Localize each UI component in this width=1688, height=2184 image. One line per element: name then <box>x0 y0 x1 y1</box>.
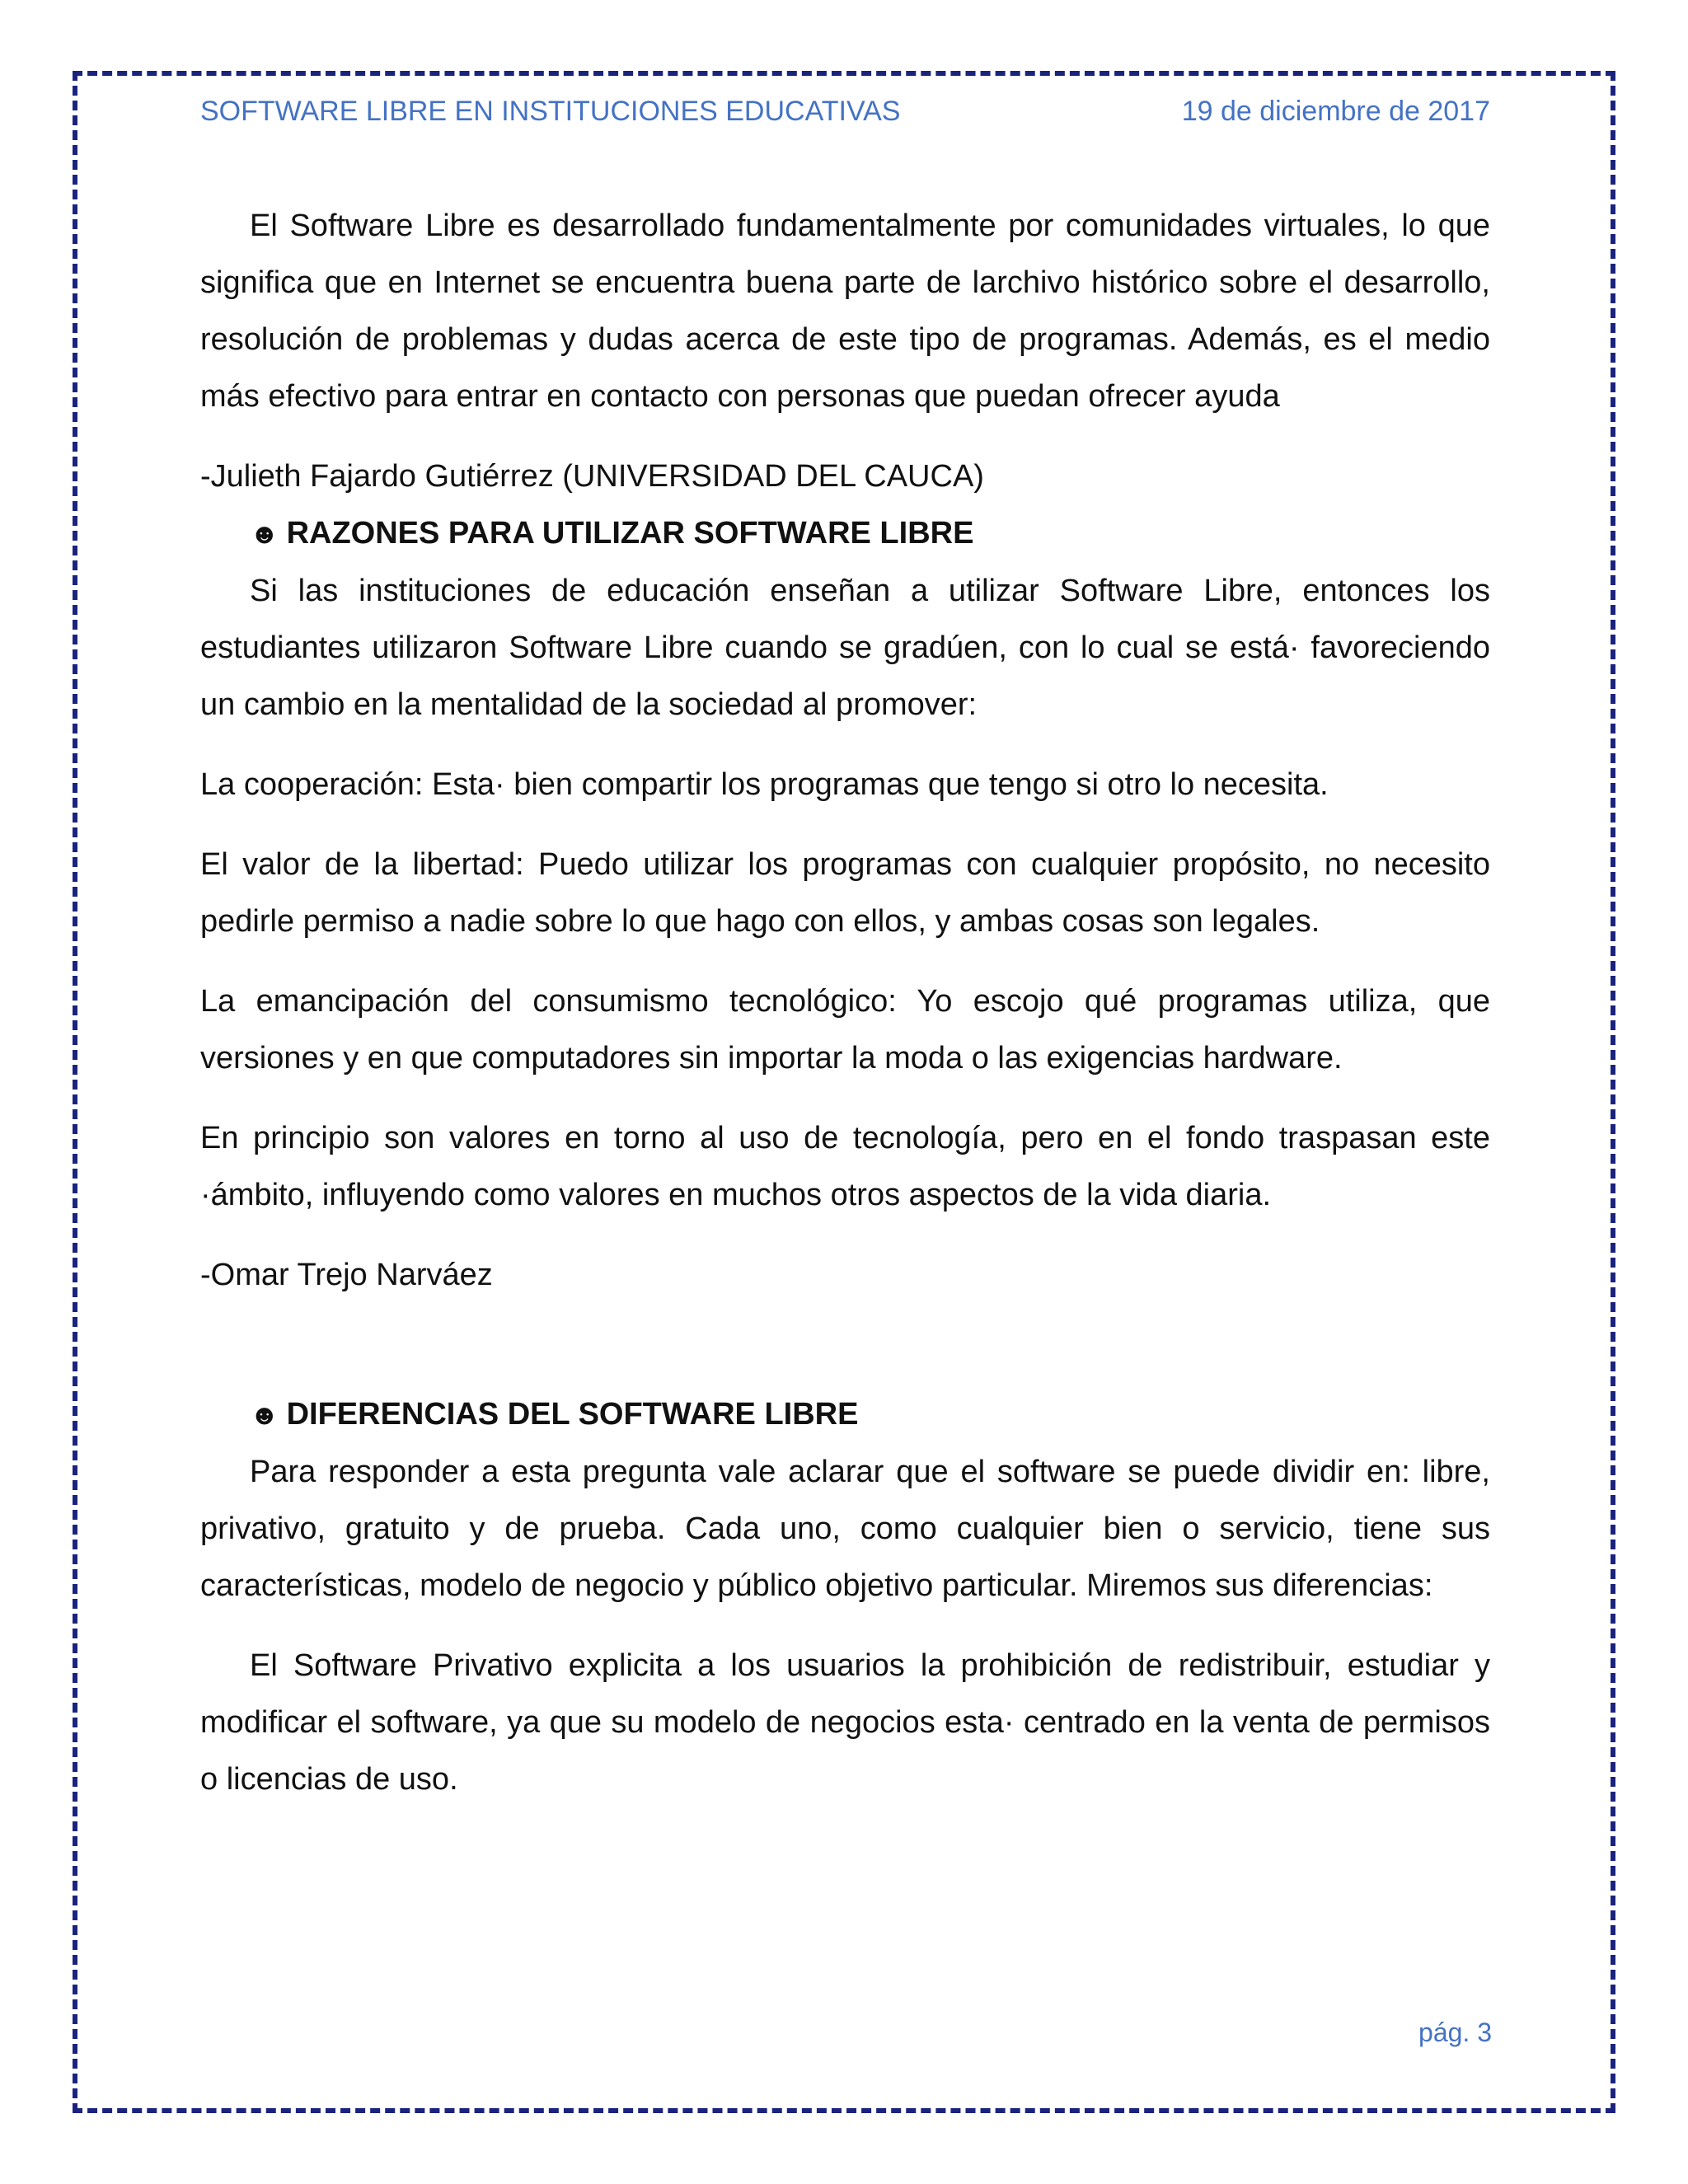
smiley-bullet-icon: ☻ <box>250 1399 279 1431</box>
author-credit: -Omar Trejo Narváez <box>200 1258 493 1292</box>
header-date: 19 de diciembre de 2017 <box>1181 96 1490 127</box>
smiley-bullet-icon: ☻ <box>250 518 279 550</box>
paragraph: La cooperación: Esta· bien compartir los programas que tengo si otro lo necesita. <box>200 767 1329 802</box>
author-credit: -Julieth Fajardo Gutiérrez (UNIVERSIDAD DEL CAUCA) <box>200 459 984 494</box>
paragraph: El valor de la libertad: Puedo utilizar los programas con cualquier propósito, no necesito pedirle permiso a nadie sobre lo que hago con ellos, y ambas cosas son legales. <box>200 847 1490 939</box>
paragraph: Para responder a esta pregunta vale aclarar que el software se puede dividir en: libre, privativo, gratuito y de prueba. Cada uno, como cualquier bien o servicio, tiene sus características, modelo de negocio y público objetivo particular. Miremos sus diferencias: <box>200 1455 1490 1603</box>
section-heading <box>200 1386 1490 1444</box>
document-body <box>200 198 1490 1808</box>
page-number: pág. 3 <box>1418 2018 1492 2047</box>
spacer <box>200 1304 1490 1386</box>
paragraph: El Software Privativo explicita a los usuarios la prohibición de redistribuir, estudiar y modificar el software, ya que su modelo de negocios esta· centrado en la venta de permisos o licencias de uso. <box>200 1648 1490 1797</box>
section-heading-text: RAZONES PARA UTILIZAR SOFTWARE LIBRE <box>286 516 974 551</box>
section-heading <box>200 505 1490 563</box>
paragraph: En principio son valores en torno al uso de tecnología, pero en el fondo traspasan este ·ámbito, influyendo como valores en muchos otros aspectos de la vida diaria. <box>200 1121 1490 1212</box>
header-title: SOFTWARE LIBRE EN INSTITUCIONES EDUCATIVAS <box>200 96 901 127</box>
paragraph: La emancipación del consumismo tecnológico: Yo escojo qué programas utiliza, que versiones y en que computadores sin importar la moda o las exigencias hardware. <box>200 984 1490 1076</box>
paragraph: Si las instituciones de educación enseñan a utilizar Software Libre, entonces los estudiantes utilizaron Software Libre cuando se gradúen, con lo cual se está· favoreciendo un cambio en la mentalidad de la sociedad al promover: <box>200 574 1490 722</box>
page-header <box>200 96 1490 137</box>
section-heading-text: DIFERENCIAS DEL SOFTWARE LIBRE <box>286 1397 859 1432</box>
paragraph: El Software Libre es desarrollado fundamentalmente por comunidades virtuales, lo que significa que en Internet se encuentra buena parte de larchivo histórico sobre el desarrollo, resolución de problemas y dudas acerca de este tipo de programas. Además, es el medio más efectivo para entrar en contacto con personas que puedan ofrecer ayuda <box>200 209 1490 414</box>
